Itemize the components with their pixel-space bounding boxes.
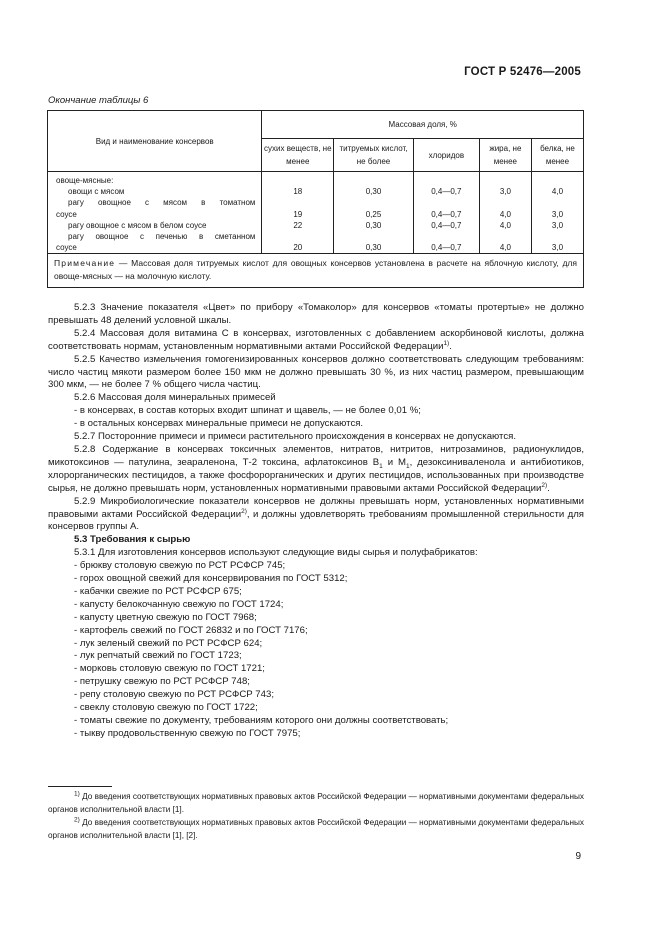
list-item: - лук репчатый свежий по ГОСТ 1723; — [74, 650, 242, 662]
note-text: — Массовая доля титруемых кислот для овощных консервов установлена в расчете на яблочную кислоту, для овоще-мясных — на молочную кислоту. — [54, 258, 577, 282]
list-item: - репу столовую свежую по РСТ РСФСР 743; — [74, 689, 274, 701]
footnote-2: $^{2)}$ До введения соответствующих нормативных правовых актов Российской Федерации — нормативными документами федеральных органов исполнительной власти [1], [2]. — [48, 816, 584, 840]
paragraph-5-2-8: 5.2.8 Содержание в консервах токсичных элементов, нитратов, нитритов, нитрозаминов, радионуклидов, микотоксинов — патулина, зеараленона, Т-2 токсина, афлатоксинов $В_1$ и $М_1$, дезоксиниваленола и антибиотиков, хлорорганических пестицидов, а также фосфорорганических и других пестицидов, использованных при производстве сырья, не должно превышать норм, установленных нормативными правовыми актами Российской Федерации$^{2)}$. — [48, 443, 585, 494]
list-item: - петрушку свежую по РСТ РСФСР 748; — [74, 676, 250, 688]
document-header: ГОСТ Р 52476—2005 — [464, 66, 581, 78]
list-item: - капусту белокочанную свежую по ГОСТ 1724; — [74, 598, 284, 610]
list-item: - свеклу столовую свежую по ГОСТ 1722; — [74, 702, 258, 714]
col-protein: белка, не менее — [531, 139, 583, 172]
row-name-line: овоще-мясные: — [56, 176, 114, 185]
list-item: - горох овощной свежий для консервирования по ГОСТ 5312; — [74, 573, 348, 585]
cell-values: 0,4—0,7 0,4—0,7 — [431, 220, 462, 253]
cell-values: 0,30 0,25 — [365, 187, 382, 219]
paragraph-5-2-7: 5.2.7 Посторонние примеси и примеси растительного происхождения в консервах не допускаются. — [74, 431, 516, 443]
paragraph-5-2-6-b: - в остальных консервах минеральные примеси не допускаются. — [74, 418, 364, 430]
col-fat: жира, не менее — [479, 139, 531, 172]
col-values-fat — [479, 172, 531, 254]
col-values-acids — [334, 172, 414, 254]
paragraph-5-2-6-a: - в консервах, в состав которых входит шпинат и щавель, — не более 0,01 %; — [74, 405, 421, 417]
row-name-line: соусе — [56, 243, 77, 253]
row-name-line: рагу овощное с печенью в сметанном — [68, 232, 256, 242]
body-text — [48, 302, 584, 741]
col-chlorides: хлоридов — [413, 139, 479, 172]
composition-table — [47, 110, 584, 288]
list-item: - морковь столовую свежую по ГОСТ 1721; — [74, 663, 265, 675]
table-row-names — [48, 172, 262, 254]
paragraph-5-2-4: 5.2.4 Массовая доля витамина С в консервах, изготовленных с добавлением аскорбиновой кислоты, должна соответствовать нормам, установленным нормативными актами Российской Федерации$^{1)}$. — [48, 327, 584, 352]
cell-values: 3,0 3,0 — [551, 220, 564, 253]
paragraph-5-2-6: 5.2.6 Массовая доля минеральных примесей — [74, 392, 276, 404]
row-name-line: соусе — [56, 209, 77, 219]
list-item: - кабачки свежие по РСТ РСФСР 675; — [74, 585, 242, 597]
section-heading-5-3: 5.3 Требования к сырью — [74, 534, 191, 546]
col-dry-matter: сухих веществ, не менее — [262, 139, 334, 172]
table-note — [48, 254, 584, 288]
footnote-divider — [48, 786, 112, 787]
table-head-mass: Массовая доля, % — [262, 111, 584, 139]
list-item: - томаты свежие по документу, требованиям которого они должны соответствовать; — [74, 715, 449, 726]
cell-values: 0,4—0,7 0,4—0,7 — [431, 187, 462, 219]
col-values-protein — [531, 172, 583, 254]
note-label: Примечание — [54, 258, 116, 269]
list-item: - капусту цветную свежую по ГОСТ 7968; — [74, 611, 257, 623]
list-item: - лук зеленый свежий по РСТ РСФСР 624; — [74, 637, 263, 649]
list-item: - картофель свежий по ГОСТ 26832 и по ГОСТ 7176; — [74, 624, 308, 636]
cell-values: 18 19 — [293, 187, 303, 219]
cell-values: 22 20 — [293, 220, 303, 253]
row-name-line: овощи с мясом — [68, 187, 125, 197]
page-number: 9 — [575, 851, 581, 862]
cell-values: 0,30 0,30 — [365, 220, 382, 253]
footnote-1: $^{1)}$ До введения соответствующих нормативных правовых актов Российской Федерации — нормативными документами федеральных органов исполнительной власти [1]. — [48, 790, 584, 814]
row-name-line: рагу овощное с мясом в белом соусе — [68, 220, 207, 230]
col-values-dry — [262, 172, 334, 254]
paragraph-5-2-9: 5.2.9 Микробиологические показатели консервов не должны превышать норм, установленных нормативными правовыми актами Российской Федерации$^{2)}$, и должны удовлетворять требованиям промышленной стерильности для консервов группы А. — [48, 495, 584, 533]
col-values-chlorides — [413, 172, 479, 254]
cell-values: 3,0 4,0 — [499, 187, 511, 219]
col-acids: титруемых кислот, не более — [334, 139, 414, 172]
paragraph-5-3-1: 5.3.1 Для изготовления консервов используют следующие виды сырья и полуфабрикатов: — [74, 547, 478, 559]
cell-values: 4,0 4,0 — [499, 220, 511, 253]
paragraph-5-2-5: 5.2.5 Качество измельчения гомогенизированных консервов должно соответствовать следующим требованиям: число частиц мякоти размером более 150 мкм не должно превышать 30 %, из них частиц размером, превышающим 300 мкм, — не более 7 % общего числа частиц. — [48, 353, 584, 391]
cell-values: 4,0 3,0 — [551, 187, 564, 219]
table-head-name: Вид и наименование консервов — [48, 111, 262, 172]
table-caption: Окончание таблицы 6 — [48, 95, 149, 106]
list-item: - брюкву столовую свежую по РСТ РСФСР 745; — [74, 560, 286, 572]
list-item: - тыкву продовольственную свежую по ГОСТ 7975; — [74, 727, 301, 739]
paragraph-5-2-3: 5.2.3 Значение показателя «Цвет» по прибору «Томаколор» для консервов «томаты протертые» не должно превышать 48 делений условной шкалы. — [48, 302, 584, 326]
row-name-line: рагу овощное с мясом в томатном — [68, 198, 256, 208]
